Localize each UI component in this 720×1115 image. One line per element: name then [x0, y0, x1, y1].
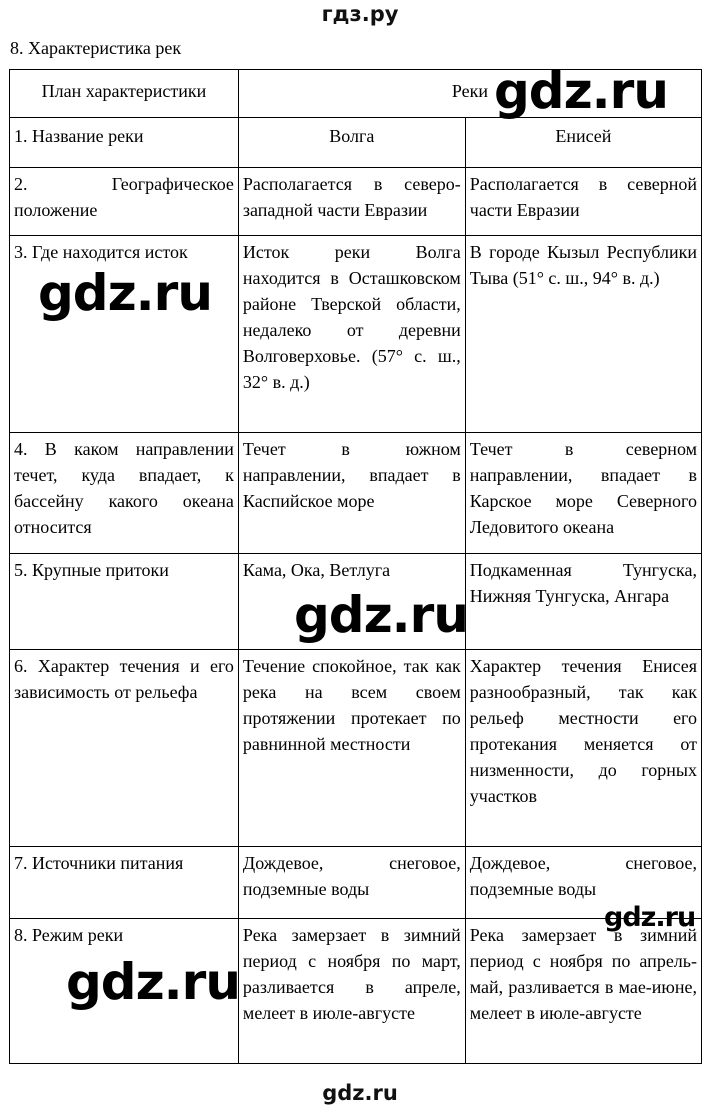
cell-volga: Исток реки Волга находится в Осташковском районе Тверской области, недалеко от деревни Волговерховье. (57° с. ш., 32° в. д.) [238, 236, 465, 433]
watermark: gdz.ru [66, 953, 240, 1011]
watermark: gdz.ru [38, 264, 212, 322]
river-name-yenisei: Енисей [465, 118, 701, 168]
row-label: 8. Режим реки [10, 919, 239, 1064]
row-label: 5. Крупные притоки [10, 554, 239, 650]
table-row [10, 650, 702, 847]
cell-yenisei: Располагается в северной части Евразии [465, 168, 701, 236]
watermark: gdz.ru [604, 902, 696, 933]
watermark: gdz.ru [494, 62, 668, 120]
cell-volga: Располагается в северо-западной части Евразии [238, 168, 465, 236]
row-label: 1. Название реки [10, 118, 239, 168]
row-label: 4. В каком направлении течет, куда впадает, к бассейну какого океана относится [10, 433, 239, 554]
table-row [10, 168, 702, 236]
site-header-logo: гдз.ру [321, 2, 399, 26]
task-title: 8. Характеристика рек [10, 38, 182, 58]
cell-yenisei: Река замерзает в зимний период с ноября по апрель-май, разливается в мае-июне, мелеет в июле-августе [465, 919, 701, 1064]
header-plan: План характеристики [10, 70, 239, 118]
river-name-volga: Волга [238, 118, 465, 168]
row-label: 2. Географическое положение [10, 168, 239, 236]
row-label: 7. Источники питания [10, 847, 239, 919]
river-characteristics-table [9, 69, 702, 1064]
cell-yenisei: В городе Кызыл Республики Тыва (51° с. ш., 94° в. д.) [465, 236, 701, 433]
cell-yenisei: Подкаменная Тунгуска, Нижняя Тунгуска, Ангара [465, 554, 701, 650]
table-row [10, 118, 702, 168]
cell-volga: Дождевое, снеговое, подземные воды [238, 847, 465, 919]
site-footer-logo: gdz.ru [322, 1081, 398, 1105]
cell-yenisei: Характер течения Енисея разнообразный, так как рельеф местности его протекания меняется от низменности, до горных участков [465, 650, 701, 847]
cell-volga: Течение спокойное, так как река на всем своем протяжении протекает по равнинной местности [238, 650, 465, 847]
row-label: 3. Где находится исток [10, 236, 239, 433]
cell-volga: Кама, Ока, Ветлуга [238, 554, 465, 650]
cell-yenisei: Дождевое, снеговое, подземные воды [465, 847, 701, 919]
header-rivers: Реки [238, 70, 701, 118]
watermark: gdz.ru [294, 586, 468, 644]
table-row [10, 847, 702, 919]
table-row [10, 433, 702, 554]
cell-yenisei: Течет в северном направлении, впадает в Карское море Северного Ледовитого океана [465, 433, 701, 554]
cell-volga: Река замерзает в зимний период с ноября по март, разливается в апреле, мелеет в июле-августе [238, 919, 465, 1064]
row-label: 6. Характер течения и его зависимость от рельефа [10, 650, 239, 847]
cell-volga: Течет в южном направлении, впадает в Каспийское море [238, 433, 465, 554]
